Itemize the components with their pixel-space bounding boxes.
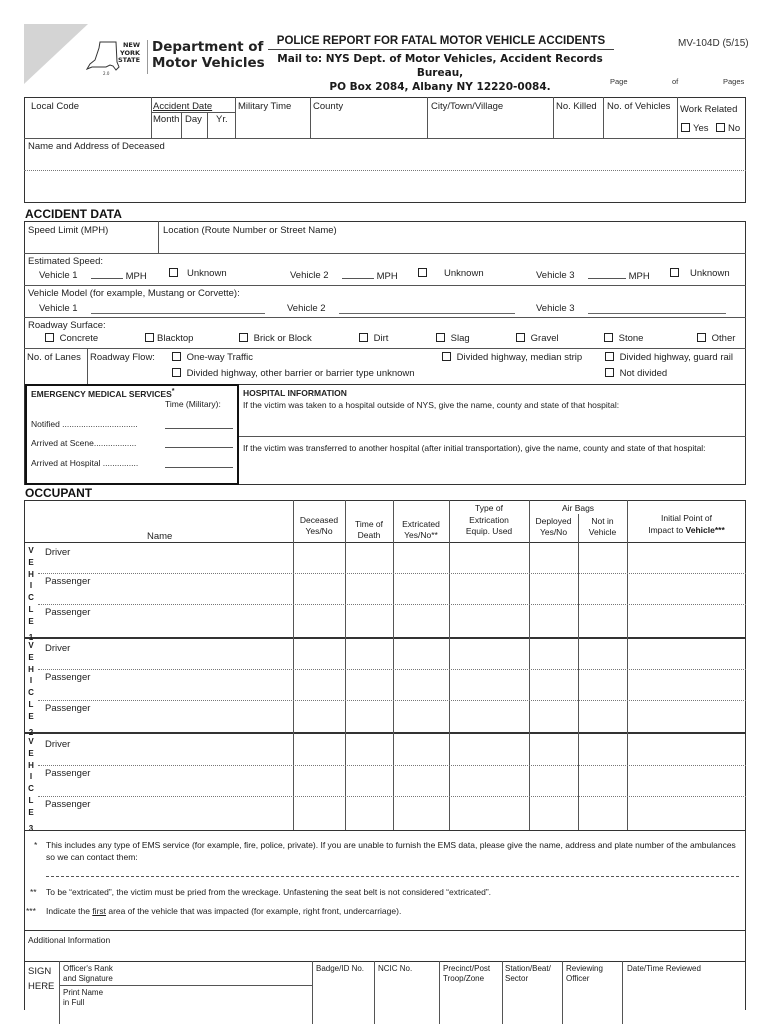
- vehicle3-model-label: Vehicle 3: [536, 303, 575, 314]
- military-time-field[interactable]: Military Time: [238, 101, 292, 112]
- vehicle2-model-field[interactable]: [339, 313, 515, 314]
- page-label: Page: [610, 77, 628, 86]
- surface-blacktop-checkbox[interactable]: Blacktop: [145, 333, 193, 344]
- divider: [677, 97, 678, 138]
- vehicle1-speed-label: Vehicle 1: [39, 270, 78, 281]
- vehicle2-speed-field[interactable]: MPH: [342, 270, 398, 282]
- col-divider: [345, 500, 346, 831]
- occupant-table: [24, 500, 746, 831]
- divider: [502, 961, 503, 1024]
- precinct-troop-field[interactable]: Precinct/Post Troop/Zone: [443, 964, 491, 983]
- hospital-transferred-field[interactable]: If the victim was transferred to another hospital (after initial transportation), give the name, county and state of that hospital:: [243, 443, 706, 453]
- divider: [24, 285, 746, 286]
- col-divider: [393, 500, 394, 831]
- note-star2-mark: **: [30, 887, 37, 897]
- divider: [59, 985, 312, 986]
- no-of-vehicles-field[interactable]: No. of Vehicles: [607, 101, 671, 112]
- divider: [59, 961, 60, 1024]
- surface-gravel-checkbox[interactable]: Gravel: [516, 333, 559, 344]
- section-heading-accident-data: ACCIDENT DATA: [25, 207, 122, 221]
- surface-concrete-checkbox[interactable]: Concrete: [45, 333, 98, 344]
- ems-arrived-hospital-time-field[interactable]: [165, 467, 233, 468]
- table-row-passenger[interactable]: Passenger: [45, 768, 91, 779]
- blank-line[interactable]: [91, 270, 123, 279]
- col-divider: [449, 500, 450, 831]
- col-divider: [529, 500, 530, 831]
- work-related-yes[interactable]: Yes: [681, 123, 709, 134]
- checkbox-icon[interactable]: [145, 333, 154, 342]
- divider: [427, 97, 428, 138]
- vehicle3-speed-label: Vehicle 3: [536, 270, 575, 281]
- row-divider: [38, 669, 746, 670]
- table-row-driver[interactable]: Driver: [45, 547, 71, 558]
- checkbox-icon[interactable]: [45, 333, 54, 342]
- divider: [181, 112, 182, 138]
- work-related-label: Work Related: [680, 104, 738, 115]
- divider: [151, 112, 235, 113]
- flow-guard-rail-checkbox[interactable]: Divided highway, guard rail: [605, 352, 733, 363]
- vehicle2-model-label: Vehicle 2: [287, 303, 326, 314]
- col-divider: [627, 500, 628, 831]
- checkbox-icon[interactable]: [172, 352, 181, 361]
- estimated-speed-label: Estimated Speed:: [28, 256, 103, 267]
- surface-dirt-checkbox[interactable]: Dirt: [359, 333, 388, 344]
- here-label: HERE: [28, 981, 55, 992]
- vehicle2-speed-label: Vehicle 2: [290, 270, 329, 281]
- divider: [239, 436, 746, 437]
- col-header-extrication-equip: Type of Extrication Equip. Used: [465, 503, 513, 536]
- roadway-surface-label: Roadway Surface:: [28, 320, 106, 331]
- vehicle3-speed-field[interactable]: MPH: [588, 270, 650, 282]
- checkbox-icon[interactable]: [605, 368, 614, 377]
- date-time-reviewed-field[interactable]: Date/Time Reviewed: [627, 964, 701, 973]
- checkbox-icon[interactable]: [239, 333, 248, 342]
- checkbox-icon[interactable]: [442, 352, 451, 361]
- officer-rank-signature-field[interactable]: Officer's Rank and Signature: [63, 964, 113, 983]
- col-divider: [578, 514, 579, 831]
- row-divider: [38, 604, 746, 605]
- work-related-no[interactable]: No: [716, 123, 740, 134]
- title-underline: [268, 49, 614, 50]
- divider: [24, 542, 746, 543]
- divider: [24, 317, 746, 318]
- checkbox-icon[interactable]: [604, 333, 613, 342]
- ems-notified-label: Notified ................................: [31, 419, 138, 429]
- print-name-field[interactable]: Print Name in Full: [63, 988, 104, 1007]
- location-field[interactable]: Location (Route Number or Street Name): [163, 225, 337, 236]
- hospital-info-heading: HOSPITAL INFORMATION: [243, 388, 347, 398]
- checkbox-icon[interactable]: [172, 368, 181, 377]
- dotted-divider: [24, 170, 746, 171]
- county-field[interactable]: County: [313, 101, 344, 112]
- checkbox-icon[interactable]: [436, 333, 445, 342]
- logo-divider: [147, 40, 148, 74]
- reviewing-officer-field[interactable]: Reviewing Officer: [566, 964, 603, 983]
- col-header-deceased: Deceased Yes/No: [299, 515, 339, 536]
- surface-other-checkbox[interactable]: Other: [697, 333, 735, 344]
- checkbox-icon[interactable]: [697, 333, 706, 342]
- no-of-lanes-field[interactable]: No. of Lanes: [27, 352, 81, 363]
- note-extricated: To be “extricated”, the victim must be pried from the wreckage. Unfastening the seat belt is not considered “extricated”.: [46, 887, 492, 897]
- vehicle-1-label: V E H I C L E 1: [28, 546, 34, 642]
- checkbox-icon[interactable]: [716, 123, 725, 132]
- vehicle3-model-field[interactable]: [588, 313, 726, 314]
- divider: [310, 97, 311, 138]
- col-header-name: Name: [147, 531, 173, 542]
- divider: [312, 961, 313, 1024]
- divider: [207, 112, 208, 138]
- surface-stone-checkbox[interactable]: Stone: [604, 333, 643, 344]
- surface-brick-checkbox[interactable]: Brick or Block: [239, 333, 312, 344]
- vehicle-divider: [24, 732, 746, 734]
- vehicle1-model-field[interactable]: [91, 313, 265, 314]
- no-killed-field[interactable]: No. Killed: [556, 101, 597, 112]
- blank-line[interactable]: [588, 270, 626, 279]
- ny-state-wordmark: NEW YORK STATE: [118, 41, 141, 64]
- divider: [553, 97, 554, 138]
- checkbox-icon[interactable]: [169, 268, 178, 277]
- ems-arrived-scene-time-field[interactable]: [165, 447, 233, 448]
- ncic-no-field[interactable]: NCIC No.: [378, 964, 413, 973]
- table-row-passenger[interactable]: Passenger: [45, 799, 91, 810]
- col-header-air-bags: Air Bags: [561, 503, 595, 513]
- badge-id-field[interactable]: Badge/ID No.: [316, 964, 365, 973]
- note-star1-mark: *: [34, 840, 38, 850]
- table-row-passenger[interactable]: Passenger: [45, 703, 91, 714]
- mailing-address: Mail to: NYS Dept. of Motor Vehicles, Accident Records Bureau, PO Box 2084, Albany NY 12220-0084.: [277, 53, 603, 93]
- flow-not-divided-checkbox[interactable]: Not divided: [605, 368, 667, 379]
- col-header-deployed: Deployed Yes/No: [535, 516, 572, 537]
- divider: [622, 961, 623, 1024]
- vehicle-3-label: V E H I C L E 3: [28, 737, 34, 833]
- row-divider: [38, 573, 746, 574]
- col-header-extricated: Extricated Yes/No**: [402, 519, 440, 540]
- col-header-not-in-vehicle: Not in Vehicle: [588, 516, 617, 537]
- divider: [24, 930, 746, 931]
- row-divider: [38, 765, 746, 766]
- speed-limit-field[interactable]: Speed Limit (MPH): [28, 225, 109, 236]
- flow-one-way-checkbox[interactable]: One-way Traffic: [172, 352, 253, 363]
- checkbox-icon[interactable]: [670, 268, 679, 277]
- vehicle-2-label: V E H I C L E 2: [28, 641, 34, 737]
- station-beat-sector-field[interactable]: Station/Beat/ Sector: [505, 964, 551, 983]
- divider: [562, 961, 563, 1024]
- divider: [151, 97, 152, 138]
- checkbox-icon[interactable]: [605, 352, 614, 361]
- divider: [24, 348, 746, 349]
- divider: [24, 138, 746, 139]
- pages-label: Pages: [723, 77, 745, 86]
- city-town-village-field[interactable]: City/Town/Village: [431, 101, 504, 112]
- col-divider: [293, 500, 294, 831]
- day-field[interactable]: Day: [185, 114, 202, 125]
- accident-date-label: Accident Date: [153, 101, 213, 112]
- of-label: of: [672, 77, 679, 86]
- new-york-state-outline-icon: [86, 40, 120, 76]
- checkbox-icon[interactable]: [516, 333, 525, 342]
- ems-ambulance-field[interactable]: [46, 876, 739, 877]
- ems-arrived-scene-label: Arrived at Scene..................: [31, 438, 137, 448]
- checkbox-icon[interactable]: [418, 268, 427, 277]
- local-code-field[interactable]: Local Code: [31, 101, 80, 112]
- divider: [87, 348, 88, 384]
- vehicle1-speed-field[interactable]: MPH: [91, 270, 147, 282]
- divider: [24, 961, 746, 962]
- note-ems-info: This includes any type of EMS service (for example, fire, police, private). If you are unable to furnish the EMS data, please give the name, address and plate number of the ambulances so we can contact them:: [46, 840, 736, 862]
- vehicle-model-label: Vehicle Model (for example, Mustang or Corvette):: [28, 288, 240, 299]
- table-row-passenger[interactable]: Passenger: [45, 607, 91, 618]
- flow-median-strip-checkbox[interactable]: Divided highway, median strip: [442, 352, 582, 363]
- corner-mark-fill: [24, 24, 48, 84]
- table-row-driver[interactable]: Driver: [45, 739, 71, 750]
- hospital-outside-nys-field[interactable]: If the victim was taken to a hospital outside of NYS, give the name, county and state of that hospital:: [243, 400, 620, 410]
- ems-arrived-hospital-label: Arrived at Hospital ...............: [31, 458, 139, 468]
- additional-information-field[interactable]: Additional Information: [28, 935, 111, 945]
- table-row-passenger[interactable]: Passenger: [45, 576, 91, 587]
- vehicle1-unknown-checkbox[interactable]: Unknown: [169, 268, 227, 279]
- checkbox-icon[interactable]: [359, 333, 368, 342]
- section-heading-occupant: OCCUPANT: [25, 486, 93, 500]
- divider: [158, 221, 159, 253]
- row-divider: [38, 700, 746, 701]
- divider: [24, 253, 746, 254]
- year-field[interactable]: Yr.: [216, 114, 228, 125]
- vehicle1-model-label: Vehicle 1: [39, 303, 78, 314]
- sign-label: SIGN: [28, 966, 52, 977]
- month-field[interactable]: Month: [153, 114, 180, 125]
- row-divider: [38, 796, 746, 797]
- checkbox-icon[interactable]: [681, 123, 690, 132]
- vehicle3-unknown-checkbox[interactable]: Unknown: [670, 268, 730, 279]
- divider: [439, 961, 440, 1024]
- divider: [374, 961, 375, 1024]
- blank-line[interactable]: [342, 270, 374, 279]
- table-row-driver[interactable]: Driver: [45, 643, 71, 654]
- form-number: MV-104D (5/15): [678, 38, 749, 49]
- dmv-logo-text: Department of Motor Vehicles: [152, 39, 265, 71]
- flow-other-barrier-checkbox[interactable]: Divided highway, other barrier or barrier type unknown: [172, 368, 415, 379]
- table-row-passenger[interactable]: Passenger: [45, 672, 91, 683]
- vehicle-divider: [24, 637, 746, 639]
- note-impact: Indicate the first area of the vehicle that was impacted (for example, right front, undercarriage).: [46, 906, 402, 916]
- name-address-deceased-field[interactable]: Name and Address of Deceased: [28, 141, 165, 152]
- ems-notified-time-field[interactable]: [165, 428, 233, 429]
- ems-heading: EMERGENCY MEDICAL SERVICES*: [31, 387, 175, 399]
- roadway-flow-label: Roadway Flow:: [90, 352, 155, 363]
- form-title: POLICE REPORT FOR FATAL MOTOR VEHICLE ACCIDENTS: [276, 35, 606, 47]
- svg-text:2.0: 2.0: [103, 71, 110, 76]
- divider: [235, 97, 236, 138]
- col-header-initial-impact: Initial Point of Impact to Vehicle***: [648, 513, 725, 535]
- ems-time-military-label: Time (Military):: [165, 399, 221, 409]
- divider: [603, 97, 604, 138]
- surface-slag-checkbox[interactable]: Slag: [436, 333, 470, 344]
- vehicle2-unknown-checkbox[interactable]: Unknown: [418, 268, 484, 279]
- note-star3-mark: ***: [26, 906, 36, 916]
- col-header-time-of-death: Time of Death: [354, 519, 384, 540]
